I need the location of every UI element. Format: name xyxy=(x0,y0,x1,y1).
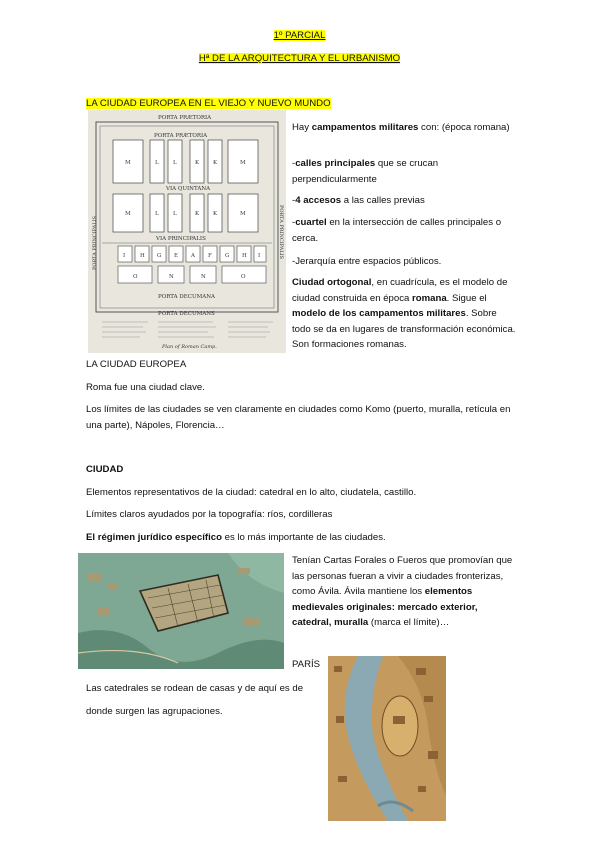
representative-elements-paragraph: Elementos representativos de la ciudad: catedral en lo alto, ciudatela, castillo. xyxy=(86,487,417,498)
plan-label-via-quintana: VIA QUINTANA xyxy=(166,186,211,192)
paris-label: PARÍS xyxy=(292,659,321,670)
legal-regime-paragraph: El régimen jurídico específico es lo más importante de las ciudades. xyxy=(86,532,386,543)
plan-block-letter: M xyxy=(125,211,131,217)
plan-row-letter: I xyxy=(258,253,261,259)
page-title: 1º PARCIAL xyxy=(273,30,326,41)
plan-row-letter: A xyxy=(191,253,195,259)
cathedrals-paragraph-line2: donde surgen las agrupaciones. xyxy=(86,706,223,717)
camp-point-accesses: -4 accesos a las calles previas xyxy=(292,195,425,206)
plan-caption: Plan of Roman Camp. xyxy=(162,344,217,350)
plan-row-letter: G xyxy=(225,253,230,259)
camp-point-streets: -calles principales que se crucan perpendicularmente xyxy=(292,158,439,185)
plan-block-letter: K xyxy=(195,160,200,166)
cathedrals-paragraph-line1: Las catedrales se rodean de casas y de aquí es de xyxy=(86,683,304,694)
rome-paragraph: Roma fue una ciudad clave. xyxy=(86,382,205,393)
plan-block-letter: L xyxy=(155,160,159,166)
plan-block-letter: K xyxy=(213,211,218,217)
plan-bottom-letter: O xyxy=(133,274,138,280)
page-subtitle: Hª DE LA ARQUITECTURA Y EL URBANISMO xyxy=(198,53,401,64)
plan-row-letter: H xyxy=(242,253,247,259)
plan-block-letter: M xyxy=(125,160,131,166)
plan-bottom-letter: N xyxy=(169,274,174,280)
plan-label-via-principalis: VIA PRINCIPALIS xyxy=(156,236,206,242)
camp-intro-paragraph: Hay campamentos militares con: (época romana) xyxy=(292,122,510,133)
orthogonal-city-paragraph: Ciudad ortogonal, en cuadrícula, es el modelo de ciudad construida en época romana. Sigue el modelo de los campamentos militares. Sobre todo se da en lugares de transformación económica. Son formaciones romanas. xyxy=(292,277,516,350)
plan-bottom-letter: N xyxy=(201,274,206,280)
section-heading-city: CIUDAD xyxy=(86,464,124,475)
camp-point-hierarchy: -Jerarquía entre espacios públicos. xyxy=(292,256,442,267)
plan-block-letter: K xyxy=(213,160,218,166)
plan-row-letter: I xyxy=(123,253,126,259)
plan-block-letter: L xyxy=(155,211,159,217)
plan-block-letter: M xyxy=(240,160,246,166)
plan-row-letter: H xyxy=(140,253,145,259)
plan-row-letter: E xyxy=(174,253,179,259)
plan-bottom-letter: O xyxy=(241,274,246,280)
plan-block-letter: L xyxy=(173,211,177,217)
plan-label-left-gate: PORTA PRINCIPALIS xyxy=(92,216,98,270)
avila-map-image xyxy=(78,553,284,669)
city-limits-paragraph: Los límites de las ciudades se ven claramente en ciudades como Komo (puerto, muralla, retícula en una parte), Nápoles, Florencia… xyxy=(86,404,511,431)
roman-camp-plan-image xyxy=(88,110,286,353)
paris-map-image xyxy=(328,656,446,821)
plan-label-right-gate: PORTA PRINCIPALIS xyxy=(278,205,284,259)
plan-label-top-inner: PORTA PRÆTORIA xyxy=(154,133,208,139)
plan-block-letter: K xyxy=(195,211,200,217)
topography-limits-paragraph: Límites claros ayudados por la topografía: ríos, cordilleras xyxy=(86,509,333,520)
plan-label-bottom-inner: PORTA DECUMANA xyxy=(158,294,215,300)
plan-label-top-outer: PORTA PRÆTORIA xyxy=(158,115,212,121)
camp-point-barracks: -cuartel en la intersección de calles principales o cerca. xyxy=(292,217,502,244)
plan-block-letter: M xyxy=(240,211,246,217)
plan-row-letter: F xyxy=(208,253,212,259)
plan-row-letter: G xyxy=(157,253,162,259)
plan-label-bottom-outer: PORTA DECUMANS xyxy=(158,311,215,317)
section-heading-european-city-old-new-world: LA CIUDAD EUROPEA EN EL VIEJO Y NUEVO MUNDO xyxy=(86,98,331,109)
section-heading-european-city: LA CIUDAD EUROPEA xyxy=(86,359,187,370)
plan-block-letter: L xyxy=(173,160,177,166)
fueros-avila-paragraph: Tenían Cartas Forales o Fueros que promovían que las personas fueran a vivir a ciudades fronterizas, como Ávila. Ávila mantiene los elementos medievales originales: mercado exterior, catedral, muralla (marca el límite)… xyxy=(292,555,513,628)
